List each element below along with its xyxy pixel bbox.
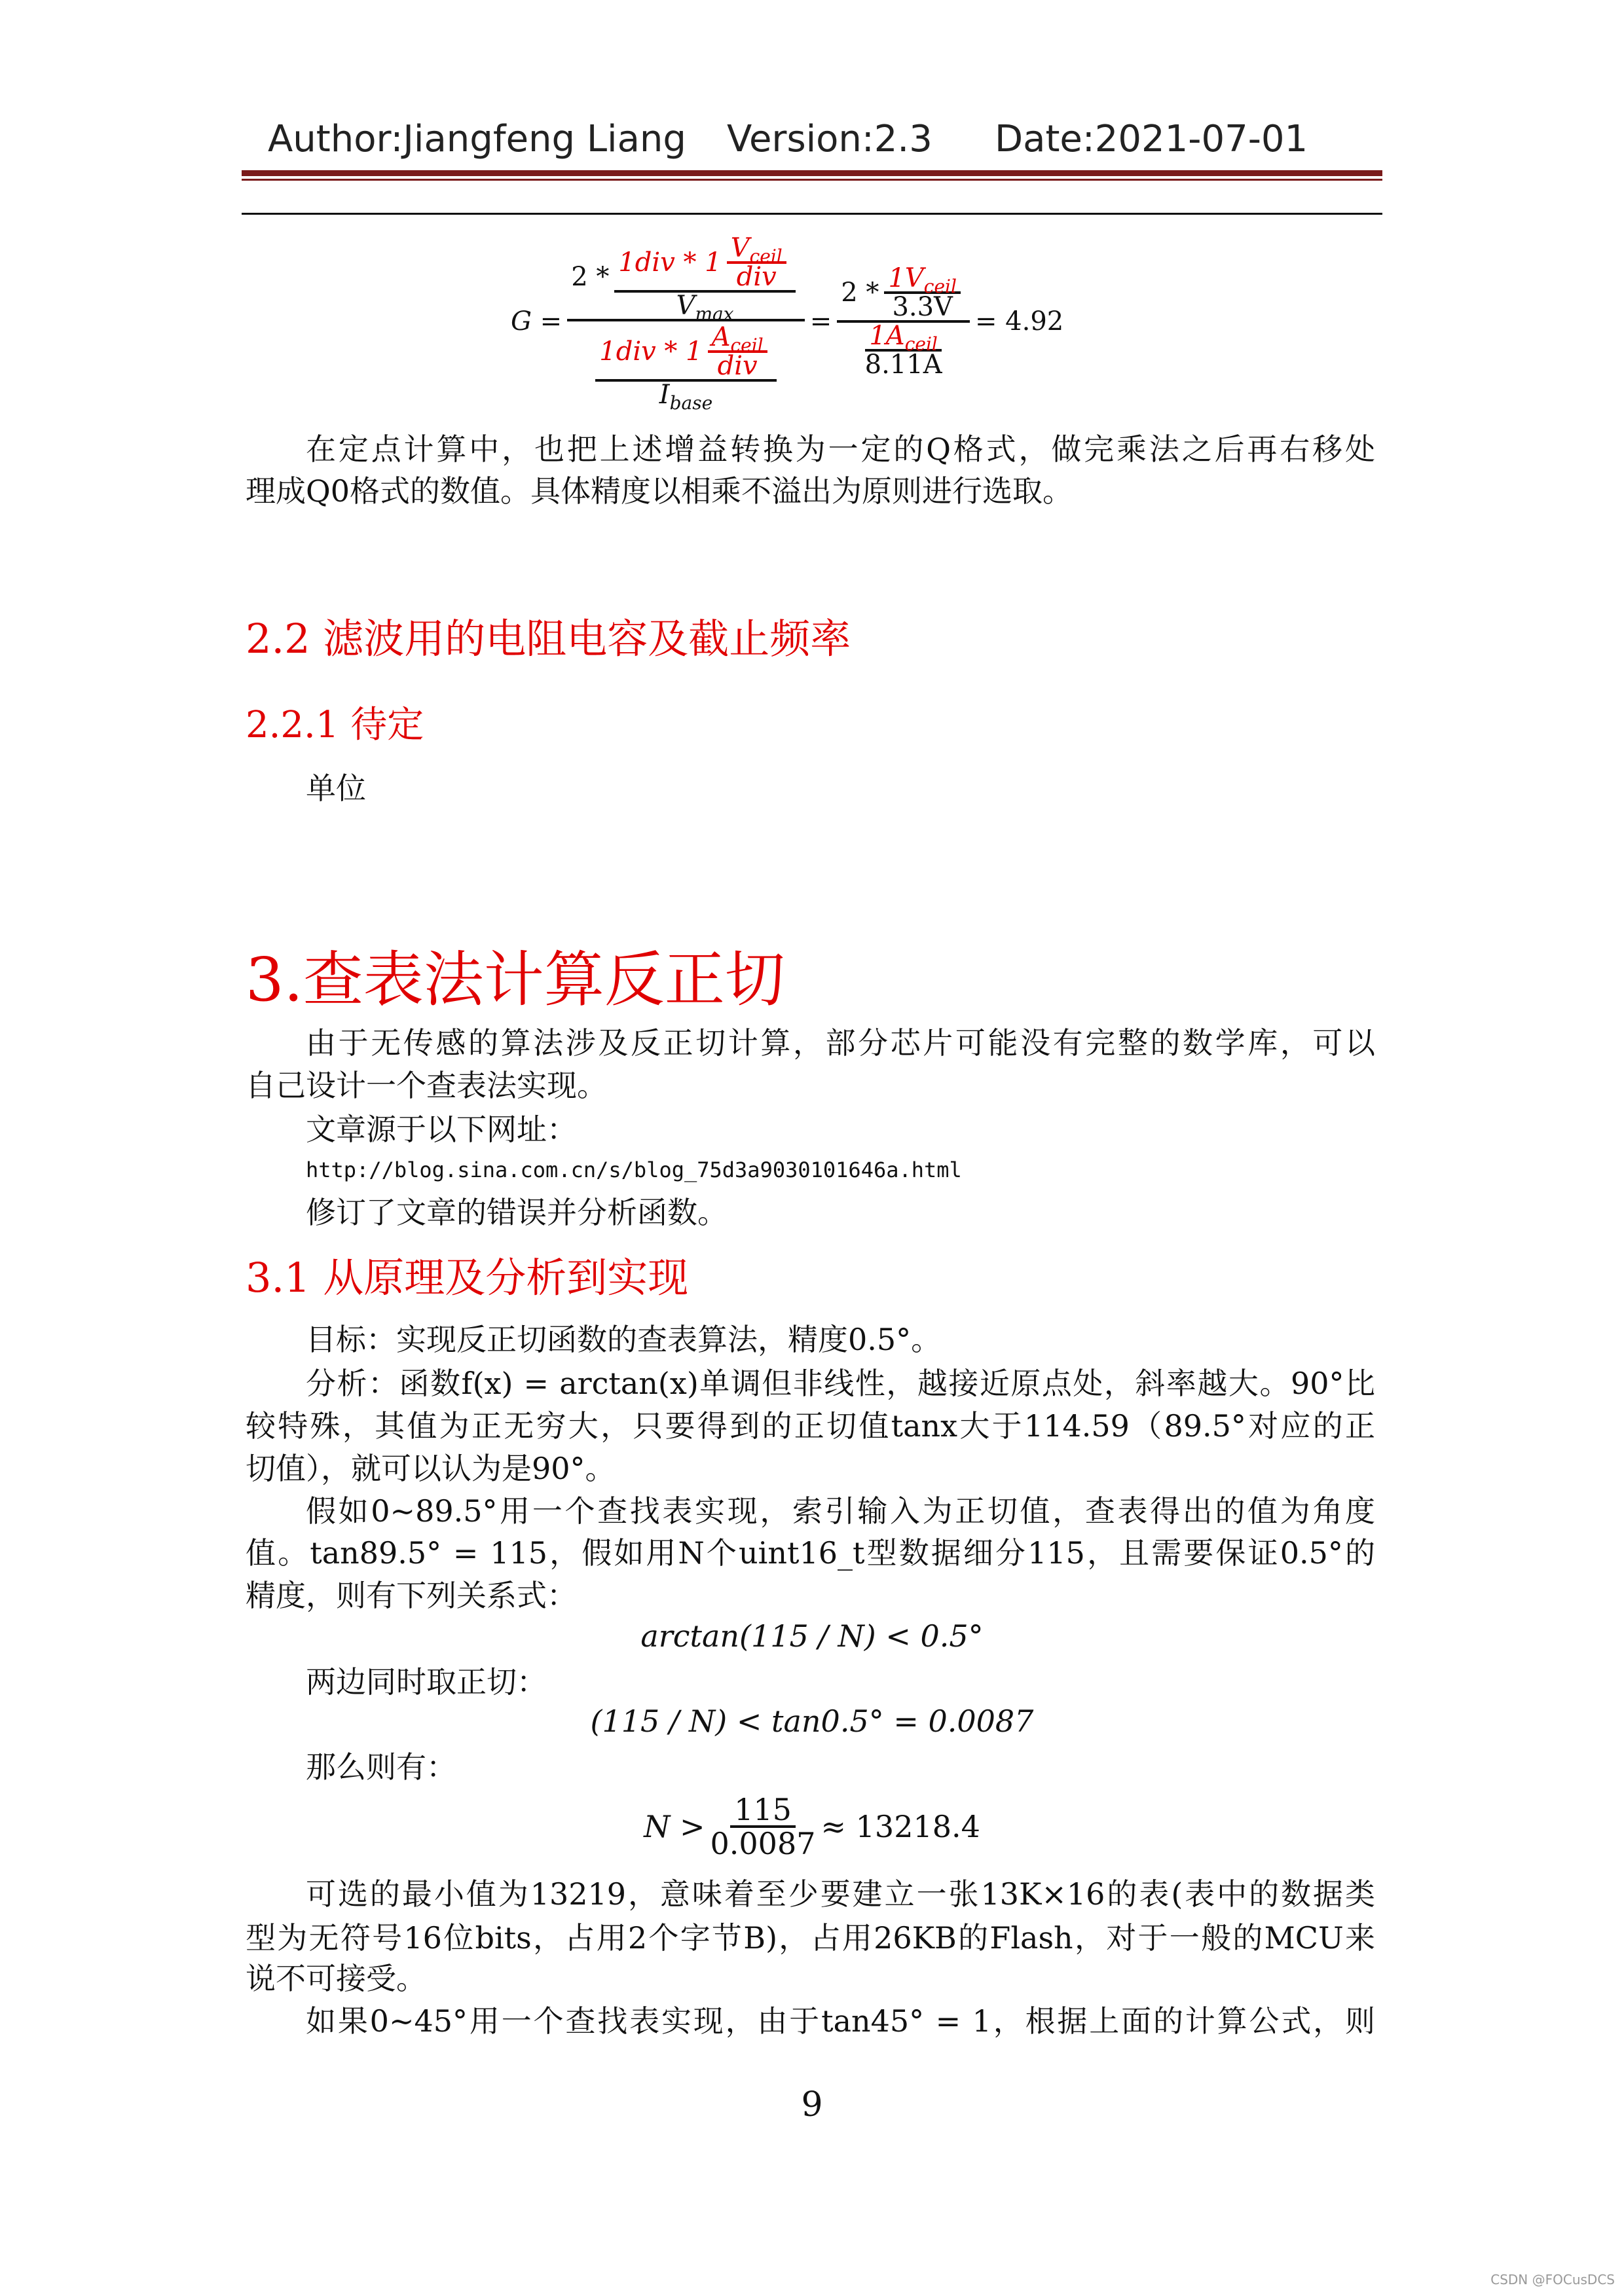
paragraph-line: 由于无传感的算法涉及反正切计算，部分芯片可能没有完整的数学库，可以 [306,1025,1375,1061]
a-ratio [865,323,942,378]
paragraph-line: 修订了文章的错误并分析函数。 [306,1194,728,1230]
aceil-per-div [708,324,767,379]
heading-3-1: 3.1 从原理及分析到实现 [246,1254,689,1302]
header-date: Date:2021-07-01 [995,118,1308,160]
paragraph-line: 自己设计一个查表法实现。 [246,1067,607,1103]
eq3-fraction [710,1794,816,1860]
max-sub: max [695,303,734,325]
heading-3: 3.查表法计算反正切 [246,945,785,1015]
paragraph-line: 文章源于以下网址： [306,1111,577,1147]
paragraph-line: 在定点计算中，也把上述增益转换为一定的Q格式，做完乘法之后再右移处 [306,431,1375,467]
header-author: Author:Jiangfeng Liang [268,118,686,160]
base-sub: base [669,392,713,414]
header-rule [242,170,1382,176]
one-div: 1div * 1 [599,337,703,367]
v-fraction [614,233,795,325]
equals: = [809,306,832,337]
ceil-sub: ceil [730,335,764,356]
gain-formula [511,220,1063,423]
factor-two: 2 * [841,278,879,308]
v-max-value: 3.3V [892,292,953,322]
ceil-sub: ceil [904,333,938,355]
eq3-lhs: N > [644,1809,705,1845]
paragraph-line: 说不可接受。 [246,1960,426,1996]
paragraph-line: 型为无符号16位bits，占用2个字节B)，占用26KB的Flash，对于一般的MCU来 [246,1920,1375,1956]
one-div: 1div * 1 [618,247,722,278]
paragraph-line: 单位 [306,770,366,806]
paragraph-line: 理成Q0格式的数值。具体精度以相乘不溢出为原则进行选取。 [246,473,1073,509]
formula-lhs: G = [511,306,563,337]
one-v: 1V [888,263,924,293]
ceil-sub: ceil [923,276,957,297]
one-a: 1A [869,321,905,351]
formula-result: = 4.92 [974,306,1064,337]
section-rule [242,213,1382,215]
a-fraction [595,322,776,414]
paragraph-line: 那么则有： [306,1749,456,1785]
paragraph-line: 如果0~45°用一个查找表实现，由于tan45° = 1，根据上面的计算公式，则 [306,2003,1375,2039]
watermark: CSDN @FOCusDCS [1490,2272,1615,2287]
i-base-value: 8.11A [864,350,942,380]
paragraph-line: 目标：实现反正切函数的查表算法，精度0.5°。 [306,1321,942,1357]
paragraph-line: 值。tan89.5° = 115，假如用N个uint16_t型数据细分115，且需要保证0.5°的 [246,1535,1375,1571]
source-link[interactable]: http://blog.sina.com.cn/s/blog_75d3a9030101646a.html [306,1157,962,1182]
a-symbol: A [711,322,731,352]
div-label: div [717,351,758,381]
formula-main-fraction [567,233,805,414]
div-label: div [736,262,777,292]
heading-2-2-1: 2.2.1 待定 [246,704,424,746]
paragraph-line: 较特殊，其值为正无穷大，只要得到的正切值tanx大于114.59（89.5°对应的正 [246,1408,1375,1444]
paragraph-line: 切值），就可以认为是90°。 [246,1450,616,1486]
page-number: 9 [801,2085,823,2124]
vmax-symbol: V [676,291,695,321]
heading-2-2: 2.2 滤波用的电阻电容及截止频率 [246,615,851,663]
paragraph-line: 两边同时取正切： [306,1664,547,1700]
paragraph-line: 分析：函数f(x) = arctan(x)单调但非线性，越接近原点处，斜率越大。90°比 [306,1365,1375,1401]
header-rule-thin [242,179,1382,181]
eq3-numerator: 115 [730,1794,796,1828]
formula-numeric-fraction [837,265,970,378]
vceil-per-div [727,235,786,290]
equation-tan: (115 / N) < tan0.5° = 0.0087 [590,1704,1034,1739]
ceil-sub: ceil [749,246,783,267]
paragraph-line: 可选的最小值为13219，意味着至少要建立一张13K×16的表(表中的数据类 [306,1876,1375,1912]
eq3-denominator: 0.0087 [710,1826,816,1862]
ibase-symbol: I [659,380,670,410]
equation-n-bound [0,1794,1624,1860]
equation-arctan: arctan(115 / N) < 0.5° [640,1618,984,1654]
paragraph-line: 精度，则有下列关系式： [246,1577,577,1613]
paragraph-line: 假如0~89.5°用一个查找表实现，索引输入为正切值，查表得出的值为角度 [306,1493,1375,1529]
v-ratio [884,265,961,320]
eq3-rhs: ≈ 13218.4 [821,1809,980,1845]
header-version: Version:2.3 [727,118,932,160]
factor-two: 2 * [571,262,610,292]
v-symbol: V [730,233,750,263]
